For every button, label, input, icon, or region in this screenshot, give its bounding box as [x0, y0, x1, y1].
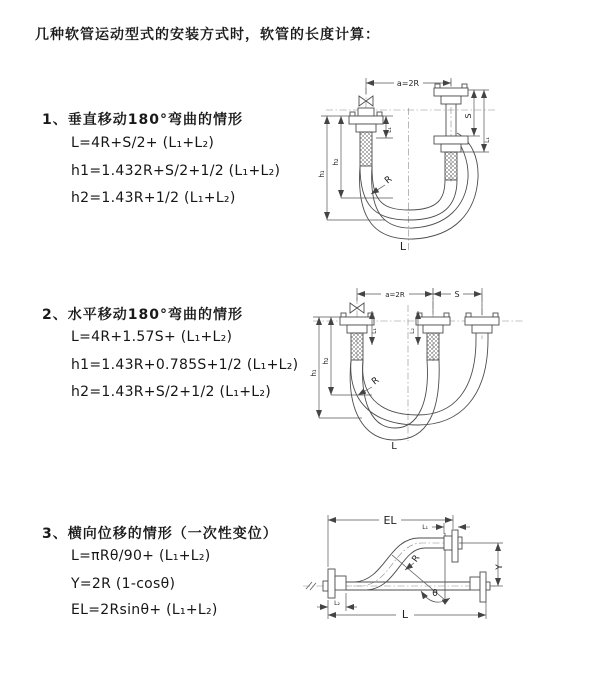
section-2-formula-h1: h1=1.43R+0.785S+1/2 (L₁+L₂) [71, 357, 299, 373]
flange-plate [434, 88, 468, 96]
radius-label: R [410, 553, 423, 565]
section-3-formula-L: L=πRθ/90+ (L₁+L₂) [71, 548, 211, 564]
diagram-vertical-180-bend [313, 70, 590, 265]
dimensions [310, 288, 482, 452]
section-3-heading: 3、横向位移的情形（一次性变位） [42, 526, 278, 542]
dim-label-y: Y [495, 564, 505, 570]
length-label: L [401, 608, 409, 621]
braided-hose-section [351, 333, 363, 360]
dimensions [317, 513, 505, 621]
flange-plate [452, 530, 458, 562]
radius-label: R [383, 174, 395, 187]
dim-label-h1: h₁ [318, 170, 326, 178]
flange-plate [416, 317, 450, 325]
braided-hose-section [360, 132, 372, 166]
dim-label-l1: L₁ [371, 328, 378, 334]
braided-hose-section [427, 333, 439, 360]
section-2-heading: 2、水平移动180°弯曲的情形 [42, 307, 243, 323]
flange-plate [340, 317, 374, 325]
diagram-lateral-displacement [293, 503, 600, 653]
dim-label-a2r: a=2R [396, 79, 420, 88]
left-flange-assembly [323, 569, 346, 598]
angle-construction [392, 533, 450, 602]
right-pipe-assembly [434, 84, 468, 180]
dim-label-a2r: a=2R [385, 291, 405, 299]
section-1-formula-h2: h2=1.43R+1/2 (L₁+L₂) [71, 190, 236, 206]
page-title: 几种软管运动型式的安装方式时，软管的长度计算： [35, 27, 380, 43]
flange-plate [328, 569, 335, 598]
dim-label-l1-left: L₁ [386, 127, 393, 133]
pipe-2-assembly [416, 313, 450, 360]
flange-plate [480, 572, 486, 602]
pipe-3-assembly [465, 313, 499, 333]
section-3-formula-EL: EL=2Rsinθ+ (L₁+L₂) [71, 602, 218, 618]
dim-label-s: S [454, 290, 460, 299]
length-label: L [399, 240, 407, 253]
section-1-formula-h1: h1=1.432R+S/2+1/2 (L₁+L₂) [71, 163, 281, 179]
dim-label-s: S [464, 113, 473, 119]
radius-label: R [370, 375, 382, 388]
centerlines [326, 80, 495, 250]
section-2-formula-h2: h2=1.43R+S/2+1/2 (L₁+L₂) [71, 384, 272, 400]
dim-label-l1-right: L₁ [484, 137, 491, 143]
dim-label-h2: h₂ [332, 158, 340, 166]
dim-label-l2: L₂ [334, 600, 340, 607]
hose-curves [350, 333, 488, 440]
flange-plate [465, 317, 499, 325]
diagram-horizontal-180-bend [308, 281, 595, 451]
section-3-formula-Y: Y=2R (1-cosθ) [71, 576, 176, 592]
flange-plate [349, 116, 383, 124]
section-1-formula-L: L=4R+S/2+ (L₁+L₂) [71, 135, 215, 151]
dim-label-l1: L₁ [422, 524, 428, 531]
dim-label-h2: h₂ [322, 357, 330, 365]
dim-label-l2: L₂ [409, 328, 416, 334]
dim-label-el: EL [383, 514, 397, 527]
lower-right-flange-assembly [470, 572, 490, 602]
angle-label: θ [432, 589, 438, 599]
upper-right-flange-assembly [444, 530, 462, 562]
length-label: L [391, 441, 397, 452]
dim-label-h1: h₁ [310, 369, 318, 377]
section-1-heading: 1、垂直移动180°弯曲的情形 [42, 112, 243, 128]
dimensions [318, 78, 491, 253]
section-2-formula-L: L=4R+1.57S+ (L₁+L₂) [71, 329, 233, 345]
braided-hose-section [445, 152, 457, 180]
